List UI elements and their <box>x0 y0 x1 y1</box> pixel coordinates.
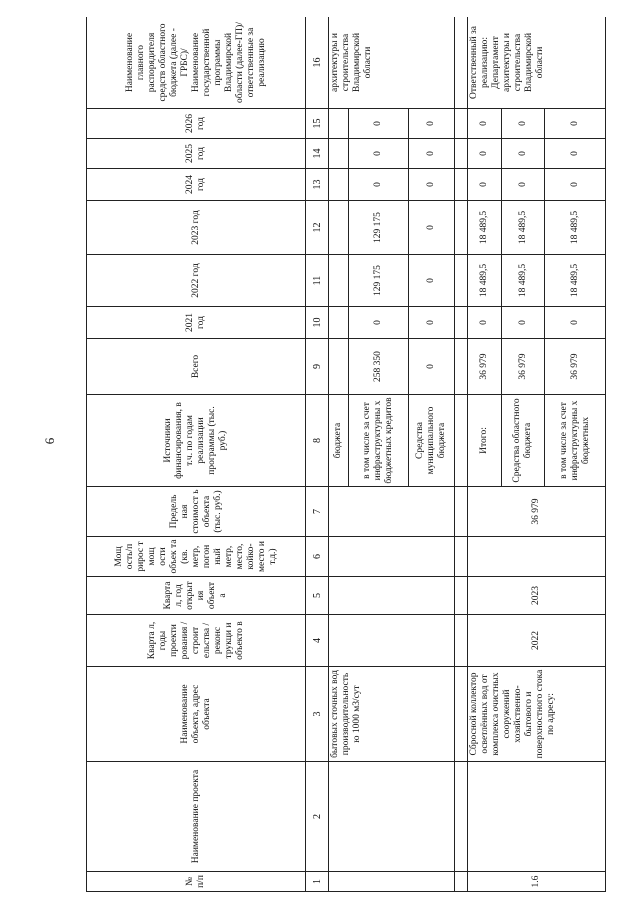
spacer-cell <box>454 615 467 667</box>
header-cell: Наименование объекта, адрес объекта <box>87 667 306 762</box>
value-cell: 0 <box>502 169 545 201</box>
design-year-cell: 2022 <box>467 615 605 667</box>
column-number: 13 <box>306 169 329 201</box>
source-cell: Средства областного бюджета <box>502 395 545 487</box>
header-cell: Источники финансирования, в т.ч. по годам реализации программы (тыс. руб.) <box>87 395 306 487</box>
column-number: 8 <box>306 395 329 487</box>
value-cell: 0 <box>545 109 606 139</box>
value-cell: 0 <box>502 139 545 169</box>
value-cell: 0 <box>545 169 606 201</box>
header-cell: Предель ная стоимост ь объекта (тыс. руб.) <box>87 487 306 537</box>
spacer-cell <box>454 169 467 201</box>
column-number: 15 <box>306 109 329 139</box>
table-row <box>467 17 502 892</box>
value-cell: 0 <box>409 139 454 169</box>
value-cell: 0 <box>409 307 454 339</box>
project-name-cell <box>329 762 454 872</box>
project-name-cell <box>467 762 605 872</box>
object-cell: Сбросной коллектор осветлённых вод от комплекса очистных сооружений хозяйственно-бытового и поверхностного стока по адресу: <box>467 667 605 762</box>
column-number: 3 <box>306 667 329 762</box>
header-cell: 2025 год <box>87 139 306 169</box>
spacer-cell <box>454 537 467 577</box>
value-cell <box>329 169 348 201</box>
value-cell: 18 489,5 <box>545 255 606 307</box>
row-number-cell: 1.6 <box>467 872 605 892</box>
header-cell: Наименование проекта <box>87 762 306 872</box>
value-cell: 0 <box>409 339 454 395</box>
design-year-cell <box>329 615 454 667</box>
value-cell: 0 <box>348 169 409 201</box>
header-cell: 2021 год <box>87 307 306 339</box>
value-cell: 18 489,5 <box>502 255 545 307</box>
value-cell: 36 979 <box>502 339 545 395</box>
value-cell: 0 <box>409 201 454 255</box>
table-row <box>329 17 348 892</box>
value-cell <box>329 109 348 139</box>
value-cell: 0 <box>545 139 606 169</box>
value-cell <box>329 255 348 307</box>
column-number: 16 <box>306 17 329 109</box>
column-number: 2 <box>306 762 329 872</box>
table-viewport <box>86 17 606 892</box>
column-number: 5 <box>306 577 329 615</box>
header-cell: Наименование главного распорядителя средств областного бюджета (далее - ГРБС)/ Наименование государственной программы Владимирской области (далее-ГП)/ ответственные за реализацию <box>87 17 306 109</box>
value-cell: 0 <box>348 109 409 139</box>
spacer-cell <box>454 667 467 762</box>
capacity-cell <box>467 537 605 577</box>
header-cell: 2024 год <box>87 169 306 201</box>
column-number: 12 <box>306 201 329 255</box>
rotated-table-container <box>86 17 606 892</box>
value-cell: 0 <box>467 139 502 169</box>
spacer-cell <box>454 139 467 169</box>
max-cost-cell: 36 979 <box>467 487 605 537</box>
header-cell: Кварта л, годы проекти рования /строит ельства /реконс трукци и объекто в <box>87 615 306 667</box>
value-cell: 0 <box>348 139 409 169</box>
value-cell <box>329 339 348 395</box>
column-number: 10 <box>306 307 329 339</box>
responsible-cell: архитектуры и строительства Владимирской области <box>329 17 454 109</box>
source-cell: бюджета <box>329 395 348 487</box>
open-year-cell <box>329 577 454 615</box>
header-cell: 2023 год <box>87 201 306 255</box>
header-row <box>87 17 306 892</box>
value-cell: 0 <box>467 307 502 339</box>
header-cell: № п/п <box>87 872 306 892</box>
value-cell: 0 <box>409 169 454 201</box>
spacer-row <box>454 17 467 892</box>
spacer-cell <box>454 395 467 487</box>
value-cell: 129 175 <box>348 255 409 307</box>
capacity-cell <box>329 537 454 577</box>
value-cell: 0 <box>409 109 454 139</box>
spacer-cell <box>454 255 467 307</box>
spacer-cell <box>454 109 467 139</box>
header-cell: 2026 год <box>87 109 306 139</box>
value-cell: 36 979 <box>545 339 606 395</box>
value-cell <box>329 307 348 339</box>
spacer-cell <box>454 307 467 339</box>
source-cell: Итого: <box>467 395 502 487</box>
value-cell <box>329 139 348 169</box>
header-cell: 2022 год <box>87 255 306 307</box>
spacer-cell <box>454 17 467 109</box>
value-cell: 18 489,5 <box>467 201 502 255</box>
value-cell: 0 <box>502 307 545 339</box>
value-cell: 0 <box>467 169 502 201</box>
program-table <box>86 17 606 892</box>
spacer-cell <box>454 487 467 537</box>
spacer-cell <box>454 762 467 872</box>
value-cell: 0 <box>348 307 409 339</box>
column-number: 11 <box>306 255 329 307</box>
column-number: 9 <box>306 339 329 395</box>
page-number: 6 <box>42 437 57 445</box>
column-number: 6 <box>306 537 329 577</box>
spacer-cell <box>454 201 467 255</box>
header-cell: Мощ ость/п рирос т мощ ости объек та (кв. метр, погон ный метр, место, койко-место и т.д.) <box>87 537 306 577</box>
value-cell: 18 489,5 <box>502 201 545 255</box>
value-cell: 36 979 <box>467 339 502 395</box>
spacer-cell <box>454 339 467 395</box>
responsible-cell: Ответственный за реализацию: Департамент архитектуры и строительства Владимирской области <box>467 17 605 109</box>
column-number: 1 <box>306 872 329 892</box>
value-cell <box>329 201 348 255</box>
spacer-cell <box>454 872 467 892</box>
value-cell: 0 <box>467 109 502 139</box>
header-cell: Всего <box>87 339 306 395</box>
open-year-cell: 2023 <box>467 577 605 615</box>
source-cell: в том числе за счет инфраструктурны х бюджетных <box>545 395 606 487</box>
column-number: 14 <box>306 139 329 169</box>
column-number: 7 <box>306 487 329 537</box>
value-cell: 258 350 <box>348 339 409 395</box>
row-number-cell <box>329 872 454 892</box>
value-cell: 0 <box>545 307 606 339</box>
column-number: 4 <box>306 615 329 667</box>
source-cell: в том числе за счет инфраструктурны х бюджетных кредитов <box>348 395 409 487</box>
value-cell: 18 489,5 <box>467 255 502 307</box>
value-cell: 18 489,5 <box>545 201 606 255</box>
value-cell: 129 175 <box>348 201 409 255</box>
max-cost-cell <box>329 487 454 537</box>
value-cell: 0 <box>502 109 545 139</box>
object-cell: бытовых сточных вод производительность ю 1000 м3/сут <box>329 667 454 762</box>
source-cell: Средства муниципального бюджета <box>409 395 454 487</box>
header-cell: Кварта л, год открыт ия объект а <box>87 577 306 615</box>
value-cell: 0 <box>409 255 454 307</box>
column-number-row <box>306 17 329 892</box>
spacer-cell <box>454 577 467 615</box>
